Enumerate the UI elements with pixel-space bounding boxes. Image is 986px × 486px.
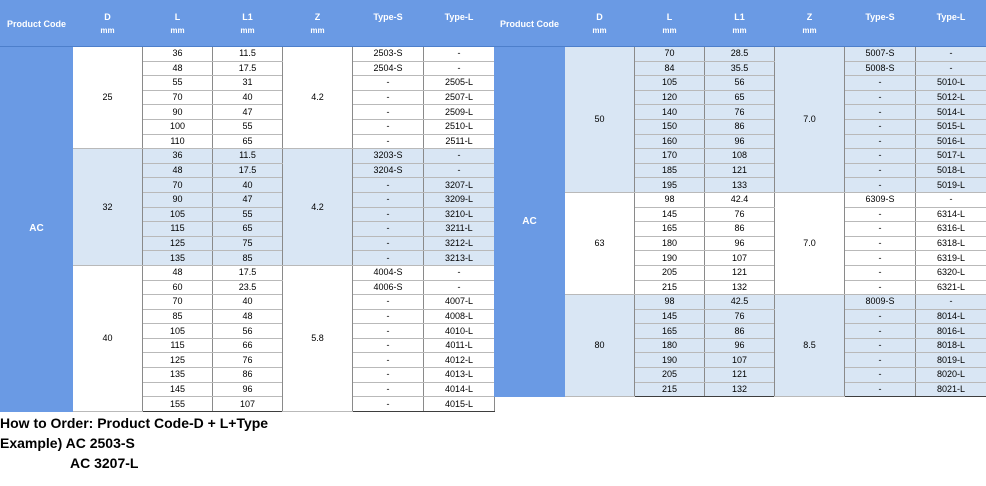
type-s-cell: 2504-S (353, 61, 424, 76)
l1-cell: 96 (213, 382, 283, 397)
l1-cell: 76 (213, 353, 283, 368)
l-cell: 145 (635, 207, 705, 222)
l1-cell: 35.5 (705, 61, 775, 76)
type-l-cell: - (424, 61, 495, 76)
type-s-cell: - (353, 207, 424, 222)
example-line-2: AC 3207-L (70, 455, 139, 471)
l-cell: 180 (635, 338, 705, 353)
l1-cell: 17.5 (213, 265, 283, 280)
l-cell: 145 (635, 309, 705, 324)
l-cell: 170 (635, 149, 705, 164)
l1-cell: 23.5 (213, 280, 283, 295)
l-cell: 105 (143, 207, 213, 222)
type-l-cell: 5019-L (916, 178, 986, 193)
type-l-cell: - (424, 47, 495, 62)
header-type-s: Type-S (353, 1, 424, 47)
type-s-cell: - (845, 236, 916, 251)
table-row (1, 265, 495, 280)
l1-cell: 107 (705, 353, 775, 368)
type-s-cell: - (845, 353, 916, 368)
l-cell: 120 (635, 90, 705, 105)
l-cell: 85 (143, 309, 213, 324)
table-row (495, 295, 986, 310)
type-s-cell: - (353, 90, 424, 105)
l1-cell: 47 (213, 192, 283, 207)
type-s-cell: 3203-S (353, 149, 424, 164)
type-s-cell: 4006-S (353, 280, 424, 295)
type-l-cell: 6321-L (916, 280, 986, 295)
type-l-cell: - (916, 61, 986, 76)
product-code-cell: AC (1, 47, 73, 412)
l1-cell: 132 (705, 280, 775, 295)
l-cell: 155 (143, 397, 213, 412)
type-s-cell: - (845, 105, 916, 120)
type-l-cell: 5017-L (916, 149, 986, 164)
l1-cell: 56 (213, 324, 283, 339)
l-cell: 205 (635, 368, 705, 383)
type-s-cell: - (353, 324, 424, 339)
type-s-cell: - (353, 382, 424, 397)
l-cell: 190 (635, 353, 705, 368)
header-d: D mm (73, 1, 143, 47)
type-l-cell: 2511-L (424, 134, 495, 149)
l-cell: 90 (143, 105, 213, 120)
type-s-cell: - (845, 382, 916, 397)
type-l-cell: 4012-L (424, 353, 495, 368)
type-s-cell: - (845, 265, 916, 280)
type-s-cell: - (353, 295, 424, 310)
d-value-cell: 80 (565, 295, 635, 397)
l1-cell: 17.5 (213, 61, 283, 76)
type-s-cell: - (845, 163, 916, 178)
l-cell: 60 (143, 280, 213, 295)
type-l-cell: 2509-L (424, 105, 495, 120)
type-s-cell: - (353, 309, 424, 324)
type-l-cell: 2505-L (424, 76, 495, 91)
type-l-cell: 3212-L (424, 236, 495, 251)
header-l: L mm (635, 1, 705, 47)
l-cell: 165 (635, 324, 705, 339)
type-l-cell: 3210-L (424, 207, 495, 222)
type-s-cell: - (353, 222, 424, 237)
l-cell: 70 (635, 47, 705, 62)
l-cell: 48 (143, 265, 213, 280)
l-cell: 70 (143, 295, 213, 310)
l1-cell: 107 (213, 397, 283, 412)
table-row (495, 47, 986, 62)
table-header (495, 1, 986, 47)
type-s-cell: - (845, 76, 916, 91)
l-cell: 36 (143, 149, 213, 164)
l1-cell: 86 (705, 119, 775, 134)
l1-cell: 42.5 (705, 295, 775, 310)
l-cell: 100 (143, 119, 213, 134)
l-cell: 105 (635, 76, 705, 91)
type-s-cell: - (353, 178, 424, 193)
type-l-cell: 2507-L (424, 90, 495, 105)
table-header (1, 1, 495, 47)
l1-cell: 121 (705, 368, 775, 383)
product-code-cell: AC (495, 47, 565, 397)
type-l-cell: 6314-L (916, 207, 986, 222)
l1-cell: 28.5 (705, 47, 775, 62)
l-cell: 150 (635, 119, 705, 134)
l-cell: 135 (143, 251, 213, 266)
d-value-cell: 32 (73, 149, 143, 266)
type-l-cell: 3207-L (424, 178, 495, 193)
type-s-cell: - (845, 324, 916, 339)
header-type-l: Type-L (424, 1, 495, 47)
l1-cell: 48 (213, 309, 283, 324)
header-l1: L1 mm (705, 1, 775, 47)
l-cell: 185 (635, 163, 705, 178)
l-cell: 84 (635, 61, 705, 76)
type-l-cell: 5016-L (916, 134, 986, 149)
z-value-cell: 4.2 (283, 149, 353, 266)
l1-cell: 11.5 (213, 47, 283, 62)
header-type-s: Type-S (845, 1, 916, 47)
type-l-cell: 8014-L (916, 309, 986, 324)
l-cell: 70 (143, 178, 213, 193)
l-cell: 98 (635, 295, 705, 310)
type-s-cell: - (353, 76, 424, 91)
type-s-cell: - (353, 353, 424, 368)
table-row (495, 192, 986, 207)
type-l-cell: - (916, 295, 986, 310)
type-s-cell: - (353, 397, 424, 412)
l1-cell: 121 (705, 163, 775, 178)
table-row (1, 47, 495, 62)
type-s-cell: - (353, 192, 424, 207)
type-s-cell: 3204-S (353, 163, 424, 178)
l1-cell: 132 (705, 382, 775, 397)
z-value-cell: 7.0 (775, 47, 845, 193)
type-l-cell: 8019-L (916, 353, 986, 368)
l1-cell: 40 (213, 90, 283, 105)
l1-cell: 96 (705, 338, 775, 353)
type-l-cell: 5014-L (916, 105, 986, 120)
type-s-cell: 8009-S (845, 295, 916, 310)
type-l-cell: 8016-L (916, 324, 986, 339)
type-s-cell: - (845, 338, 916, 353)
l-cell: 105 (143, 324, 213, 339)
type-l-cell: 5015-L (916, 119, 986, 134)
header-l1: L1 mm (213, 1, 283, 47)
l-cell: 36 (143, 47, 213, 62)
l-cell: 205 (635, 265, 705, 280)
type-l-cell: - (916, 47, 986, 62)
l1-cell: 86 (213, 368, 283, 383)
l1-cell: 96 (705, 236, 775, 251)
l1-cell: 108 (705, 149, 775, 164)
type-s-cell: 5007-S (845, 47, 916, 62)
type-s-cell: - (845, 119, 916, 134)
l1-cell: 86 (705, 324, 775, 339)
type-l-cell: 5018-L (916, 163, 986, 178)
l-cell: 55 (143, 76, 213, 91)
type-s-cell: - (845, 222, 916, 237)
l-cell: 90 (143, 192, 213, 207)
type-l-cell: - (424, 149, 495, 164)
d-value-cell: 25 (73, 47, 143, 149)
type-s-cell: - (353, 251, 424, 266)
type-s-cell: - (845, 280, 916, 295)
l-cell: 215 (635, 382, 705, 397)
type-s-cell: 2503-S (353, 47, 424, 62)
type-s-cell: - (845, 178, 916, 193)
type-s-cell: - (845, 251, 916, 266)
type-l-cell: 3213-L (424, 251, 495, 266)
type-l-cell: 4015-L (424, 397, 495, 412)
d-value-cell: 40 (73, 265, 143, 411)
type-s-cell: 6309-S (845, 192, 916, 207)
type-l-cell: 6316-L (916, 222, 986, 237)
type-l-cell: 6318-L (916, 236, 986, 251)
l1-cell: 40 (213, 178, 283, 193)
header-z: Z mm (775, 1, 845, 47)
type-l-cell: 6319-L (916, 251, 986, 266)
type-l-cell: - (424, 280, 495, 295)
l-cell: 125 (143, 236, 213, 251)
l1-cell: 55 (213, 119, 283, 134)
type-l-cell: 4011-L (424, 338, 495, 353)
l-cell: 125 (143, 353, 213, 368)
type-s-cell: - (845, 90, 916, 105)
spec-table-left (0, 0, 495, 412)
header-l: L mm (143, 1, 213, 47)
header-d: D mm (565, 1, 635, 47)
type-l-cell: 4013-L (424, 368, 495, 383)
z-value-cell: 5.8 (283, 265, 353, 411)
l1-cell: 76 (705, 207, 775, 222)
l1-cell: 86 (705, 222, 775, 237)
spec-table-right (494, 0, 986, 397)
l-cell: 160 (635, 134, 705, 149)
type-l-cell: 8018-L (916, 338, 986, 353)
type-s-cell: - (845, 207, 916, 222)
type-s-cell: - (845, 309, 916, 324)
l-cell: 48 (143, 163, 213, 178)
l-cell: 195 (635, 178, 705, 193)
header-product-code: Product Code (1, 1, 73, 47)
type-s-cell: - (845, 134, 916, 149)
l1-cell: 55 (213, 207, 283, 222)
type-l-cell: 6320-L (916, 265, 986, 280)
how-to-order-text: How to Order: Product Code-D + L+Type (0, 415, 269, 431)
type-l-cell: - (916, 192, 986, 207)
d-value-cell: 50 (565, 47, 635, 193)
l-cell: 98 (635, 192, 705, 207)
l1-cell: 47 (213, 105, 283, 120)
l-cell: 215 (635, 280, 705, 295)
l1-cell: 11.5 (213, 149, 283, 164)
l1-cell: 56 (705, 76, 775, 91)
l-cell: 145 (143, 382, 213, 397)
type-l-cell: - (424, 163, 495, 178)
type-s-cell: - (845, 149, 916, 164)
l1-cell: 40 (213, 295, 283, 310)
type-l-cell: 5010-L (916, 76, 986, 91)
type-l-cell: 4008-L (424, 309, 495, 324)
z-value-cell: 8.5 (775, 295, 845, 397)
type-s-cell: - (353, 338, 424, 353)
type-l-cell: 4014-L (424, 382, 495, 397)
example-line-1: Example) AC 2503-S (0, 435, 135, 451)
l1-cell: 31 (213, 76, 283, 91)
table-row (1, 149, 495, 164)
l1-cell: 17.5 (213, 163, 283, 178)
l1-cell: 65 (213, 222, 283, 237)
type-l-cell: 5012-L (916, 90, 986, 105)
l1-cell: 65 (705, 90, 775, 105)
l1-cell: 75 (213, 236, 283, 251)
l-cell: 135 (143, 368, 213, 383)
type-l-cell: 4010-L (424, 324, 495, 339)
l1-cell: 121 (705, 265, 775, 280)
l-cell: 115 (143, 222, 213, 237)
type-s-cell: - (353, 119, 424, 134)
type-l-cell: 2510-L (424, 119, 495, 134)
type-s-cell: - (845, 368, 916, 383)
type-l-cell: - (424, 265, 495, 280)
l1-cell: 65 (213, 134, 283, 149)
l-cell: 70 (143, 90, 213, 105)
l-cell: 110 (143, 134, 213, 149)
z-value-cell: 4.2 (283, 47, 353, 149)
l1-cell: 96 (705, 134, 775, 149)
l-cell: 48 (143, 61, 213, 76)
d-value-cell: 63 (565, 192, 635, 294)
type-s-cell: 4004-S (353, 265, 424, 280)
l1-cell: 42.4 (705, 192, 775, 207)
type-l-cell: 3211-L (424, 222, 495, 237)
type-s-cell: 5008-S (845, 61, 916, 76)
l-cell: 115 (143, 338, 213, 353)
l-cell: 180 (635, 236, 705, 251)
type-l-cell: 8021-L (916, 382, 986, 397)
type-l-cell: 3209-L (424, 192, 495, 207)
l1-cell: 107 (705, 251, 775, 266)
header-type-l: Type-L (916, 1, 986, 47)
l1-cell: 133 (705, 178, 775, 193)
type-s-cell: - (353, 368, 424, 383)
type-s-cell: - (353, 105, 424, 120)
l-cell: 165 (635, 222, 705, 237)
l-cell: 140 (635, 105, 705, 120)
z-value-cell: 7.0 (775, 192, 845, 294)
type-s-cell: - (353, 236, 424, 251)
l1-cell: 76 (705, 309, 775, 324)
l-cell: 190 (635, 251, 705, 266)
l1-cell: 76 (705, 105, 775, 120)
header-product-code: Product Code (495, 1, 565, 47)
type-l-cell: 4007-L (424, 295, 495, 310)
header-z: Z mm (283, 1, 353, 47)
type-s-cell: - (353, 134, 424, 149)
type-l-cell: 8020-L (916, 368, 986, 383)
l1-cell: 66 (213, 338, 283, 353)
l1-cell: 85 (213, 251, 283, 266)
